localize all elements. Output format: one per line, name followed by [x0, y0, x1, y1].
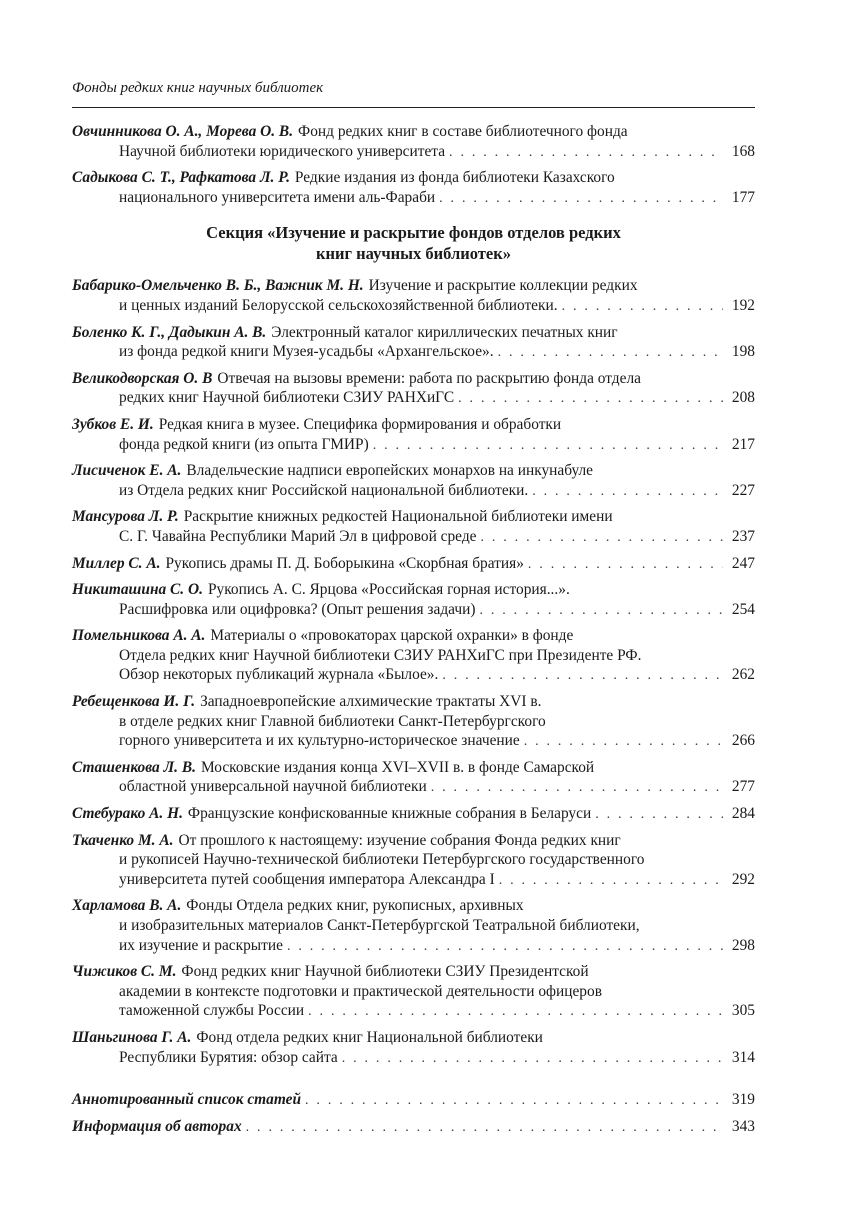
header-rule	[72, 107, 755, 108]
final-entry-label: Информация об авторах	[72, 1117, 242, 1135]
entry-title-text: Владельческие надписи европейских монархов на инкунабуле	[186, 462, 594, 480]
entry-title-text: Обзор некоторых публикаций журнала «Былое».	[119, 666, 439, 684]
entry-title-text: академии в контексте подготовки и практической деятельности офицеров	[119, 982, 602, 1000]
entry-title-text: в отделе редких книг Главной библиотеки Санкт-Петербургского	[119, 712, 546, 730]
toc-entry-line	[72, 870, 755, 891]
dot-leader	[308, 1002, 723, 1022]
section-heading	[72, 222, 755, 264]
entry-authors: Садыкова С. Т., Рафкатова Л. Р.	[72, 169, 290, 187]
entry-title-text: Научной библиотеки юридического университета	[119, 142, 446, 160]
dot-leader	[431, 778, 723, 798]
entry-page-number: 277	[731, 778, 755, 796]
toc-entry-line	[72, 982, 755, 1002]
dot-leader	[246, 1118, 723, 1138]
dot-leader	[532, 482, 723, 502]
entry-title-text: Отвечая на вызовы времени: работа по раскрытию фонда отдела	[217, 369, 641, 387]
entry-page-number: 314	[731, 1048, 755, 1066]
toc-entry	[72, 168, 755, 208]
toc-entry-line	[72, 369, 755, 389]
entry-title-text: Французские конфискованные книжные собрания в Беларуси	[187, 805, 592, 823]
toc-entry-line	[72, 600, 755, 621]
entry-title-text: фонда редкой книги (из опыта ГМИР)	[119, 435, 369, 453]
toc-entry-line	[72, 1001, 755, 1022]
entry-authors: Великодворская О. В	[72, 369, 213, 387]
entry-title-text: С. Г. Чавайна Республики Марий Эл в цифровой среде	[119, 527, 477, 545]
entry-title-text: Редкие издания из фонда библиотеки Казахского	[294, 169, 615, 187]
entry-authors: Миллер С. А.	[72, 554, 161, 572]
toc-entry-line	[72, 276, 755, 296]
entry-title-text: и рукописей Научно-технической библиотеки Петербургского государственного	[119, 851, 645, 869]
toc-entry-line	[72, 142, 755, 163]
toc-entry	[72, 758, 755, 798]
running-head: Фонды редких книг научных библиотек	[72, 80, 324, 96]
toc-entry	[72, 461, 755, 501]
entry-authors: Лисиченок Е. А.	[72, 462, 182, 480]
entry-page-number: 198	[731, 343, 755, 361]
toc-entry-line	[72, 168, 755, 188]
toc-entry	[72, 122, 755, 162]
toc-entry-line	[72, 554, 755, 575]
entry-title-text: Раскрытие книжных редкостей Национальной библиотеки имени	[183, 508, 613, 526]
toc-entry	[72, 804, 755, 825]
entry-page-number: 343	[731, 1117, 755, 1135]
toc-entry-line	[72, 296, 755, 317]
dot-leader	[498, 343, 723, 363]
dot-leader	[449, 143, 723, 163]
entry-authors: Ткаченко М. А.	[72, 831, 174, 849]
dot-leader	[524, 732, 723, 752]
entry-title-text: их изучение и раскрытие	[119, 936, 283, 954]
entry-title-text: горного университета и их культурно-историческое значение	[119, 732, 520, 750]
toc-entry	[72, 1028, 755, 1068]
section-title-line-1: Секция «Изучение и раскрытие фондов отделов редких	[206, 223, 621, 243]
dot-leader	[442, 666, 723, 686]
entry-authors: Боленко К. Г., Дадыкин А. В.	[72, 323, 267, 341]
toc-entry	[72, 831, 755, 891]
entry-authors: Стебурако А. Н.	[72, 805, 183, 823]
entry-page-number: 262	[731, 666, 755, 684]
entry-title-text: из Отдела редких книг Российской национальной библиотеки.	[119, 481, 529, 499]
entry-title-text: Фонд редких книг Научной библиотеки СЗИУ Президентской	[181, 963, 589, 981]
toc-entry-line	[72, 758, 755, 778]
entry-page-number: 247	[731, 554, 755, 572]
entry-page-number: 305	[731, 1002, 755, 1020]
entry-title-text: редких книг Научной библиотеки СЗИУ РАНХиГС	[119, 389, 455, 407]
entry-title-text: Рукопись драмы П. Д. Боборыкина «Скорбная братия»	[165, 554, 524, 572]
entry-authors: Овчинникова О. А., Морева О. В.	[72, 123, 294, 140]
toc-entry-line	[72, 665, 755, 686]
table-of-contents	[72, 122, 755, 1143]
entry-title-text: университета путей сообщения императора Александра I	[119, 870, 495, 888]
toc-entry-line	[72, 831, 755, 851]
toc-entry-line	[72, 804, 755, 825]
toc-entry-line	[72, 435, 755, 456]
dot-leader	[305, 1091, 723, 1111]
toc-entry-line	[72, 188, 755, 209]
entry-page-number: 177	[731, 188, 755, 206]
entry-title-text: Республики Бурятия: обзор сайта	[119, 1048, 338, 1066]
entry-page-number: 192	[731, 296, 755, 314]
toc-entries-top	[72, 122, 755, 208]
toc-entry	[72, 507, 755, 547]
toc-entry-line	[72, 415, 755, 435]
entry-page-number: 319	[731, 1091, 755, 1109]
toc-entry	[72, 896, 755, 956]
entry-page-number: 284	[731, 805, 755, 823]
dot-leader	[458, 389, 723, 409]
toc-entry-line	[72, 712, 755, 732]
toc-entry-line	[72, 580, 755, 600]
entry-title-text: Редкая книга в музее. Специфика формирования и обработки	[158, 415, 562, 433]
dot-leader	[342, 1049, 723, 1069]
dot-leader	[562, 297, 723, 317]
toc-entry	[72, 554, 755, 575]
entry-page-number: 227	[731, 481, 755, 499]
dot-leader	[480, 528, 723, 548]
toc-entry-line	[72, 342, 755, 363]
entry-title-text: Расшифровка или оцифровка? (Опыт решения задачи)	[119, 600, 476, 618]
entry-page-number: 168	[731, 142, 755, 160]
entry-title-text: таможенной службы России	[119, 1002, 305, 1020]
toc-entry-line	[72, 323, 755, 343]
entry-title-text: Западноевропейские алхимические трактаты XVI в.	[200, 693, 542, 711]
entry-authors: Харламова В. А.	[72, 897, 182, 915]
entry-authors: Чижиков С. М.	[72, 963, 177, 981]
toc-entry-line	[72, 461, 755, 481]
entry-title-text: Материалы о «провокаторах царской охранки» в фонде	[210, 627, 574, 645]
toc-entry	[72, 415, 755, 455]
toc-entry-line	[72, 388, 755, 409]
toc-entry	[72, 323, 755, 363]
entry-title-text: Фонды Отдела редких книг, рукописных, архивных	[186, 897, 524, 915]
entry-page-number: 254	[731, 600, 755, 618]
entry-title-text: От прошлого к настоящему: изучение собрания Фонда редких книг	[178, 831, 621, 849]
entry-title-text: Рукопись А. С. Ярцова «Российская горная история...».	[207, 581, 570, 599]
entry-title-text: национального университета имени аль-Фараби	[119, 188, 436, 206]
toc-entry-line	[72, 646, 755, 666]
entry-title-text: Московские издания конца XVI–XVII в. в фонде Самарской	[200, 758, 595, 776]
toc-entry-line	[72, 1117, 755, 1138]
toc-entry-line	[72, 896, 755, 916]
dot-leader	[287, 937, 723, 957]
entry-authors: Помельникова А. А.	[72, 627, 206, 645]
entry-authors: Мансурова Л. Р.	[72, 508, 179, 526]
toc-final-entry	[72, 1090, 755, 1111]
toc-entry-line	[72, 1028, 755, 1048]
entry-title-text: областной универсальной научной библиотеки	[119, 778, 427, 796]
toc-final-entries	[72, 1090, 755, 1137]
entry-authors: Шаньгинова Г. А.	[72, 1028, 192, 1046]
toc-entry-line	[72, 626, 755, 646]
entry-title-text: Изучение и раскрытие коллекции редких	[368, 277, 638, 295]
dot-leader	[439, 189, 723, 209]
toc-entry	[72, 626, 755, 686]
entry-title-text: Отдела редких книг Научной библиотеки СЗИУ РАНХиГС при Президенте РФ.	[119, 646, 642, 664]
dot-leader	[499, 871, 723, 891]
entry-page-number: 292	[731, 870, 755, 888]
toc-entry	[72, 580, 755, 620]
toc-entry-line	[72, 527, 755, 548]
toc-entry-line	[72, 1048, 755, 1069]
entry-title-text: и ценных изданий Белорусской сельскохозяйственной библиотеки.	[119, 296, 558, 314]
toc-entry	[72, 276, 755, 316]
toc-entry	[72, 962, 755, 1022]
toc-entry-line	[72, 481, 755, 502]
toc-entry-line	[72, 850, 755, 870]
toc-entry-line	[72, 122, 755, 142]
toc-entry	[72, 692, 755, 752]
toc-entries-section	[72, 276, 755, 1068]
entry-authors: Сташенкова Л. В.	[72, 758, 196, 776]
dot-leader	[373, 436, 723, 456]
entry-page-number: 237	[731, 527, 755, 545]
entry-page-number: 266	[731, 732, 755, 750]
toc-entry	[72, 369, 755, 409]
entry-page-number: 208	[731, 389, 755, 407]
dot-leader	[479, 601, 723, 621]
toc-entry-line	[72, 692, 755, 712]
entry-page-number: 217	[731, 435, 755, 453]
toc-entry-line	[72, 1090, 755, 1111]
entry-authors: Бабарико-Омельченко В. Б., Важник М. Н.	[72, 277, 364, 295]
toc-entry-line	[72, 731, 755, 752]
toc-entry-line	[72, 916, 755, 936]
entry-title-text: Фонд редких книг в составе библиотечного фонда	[298, 123, 628, 140]
entry-title-text: Электронный каталог кириллических печатных книг	[271, 323, 618, 341]
dot-leader	[595, 805, 723, 825]
section-title-line-2: книг научных библиотек»	[316, 244, 511, 264]
entry-authors: Зубков Е. И.	[72, 415, 154, 433]
final-entry-label: Аннотированный список статей	[72, 1091, 302, 1109]
entry-page-number: 298	[731, 936, 755, 954]
toc-entry-line	[72, 507, 755, 527]
toc-entry-line	[72, 936, 755, 957]
toc-final-entry	[72, 1117, 755, 1138]
entry-authors: Ребещенкова И. Г.	[72, 693, 196, 711]
entry-title-text: и изобразительных материалов Санкт-Петербургской Театральной библиотеки,	[119, 917, 640, 934]
toc-entry-line	[72, 777, 755, 798]
entry-authors: Никиташина С. О.	[72, 581, 203, 599]
entry-title-text: Фонд отдела редких книг Национальной библиотеки	[196, 1028, 543, 1046]
dot-leader	[528, 555, 723, 575]
toc-entry-line	[72, 962, 755, 982]
entry-title-text: из фонда редкой книги Музея-усадьбы «Архангельское».	[119, 343, 494, 361]
